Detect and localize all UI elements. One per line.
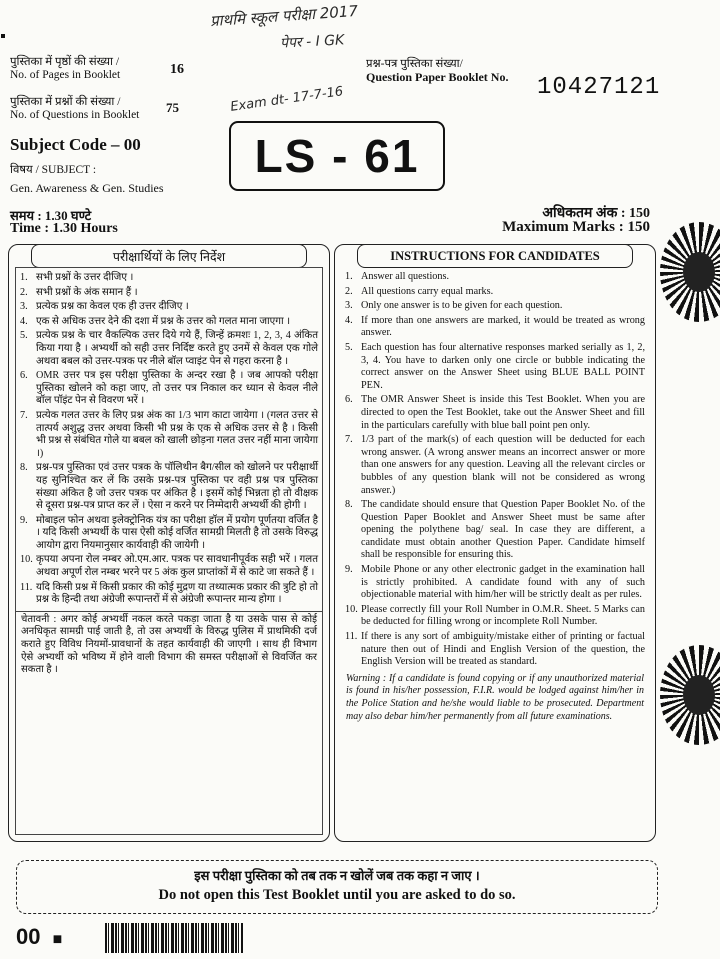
instruction-number: 10. <box>20 554 33 566</box>
paper-code-box <box>229 121 445 191</box>
instruction-text: The OMR Answer Sheet is inside this Test Booklet. When you are directed to open the Test Booklet, take out the Answer Sheet and fill in the particulars carefully with blue ball point pen only. <box>361 394 645 431</box>
instruction-text: 1/3 part of the mark(s) of each question will be deducted for each wrong answer. (A wrong answer means an incorrect answer or more than one answers for any question. Leaving all the relevant circles or bubbles of any question blank will not be considered as wrong answer.) <box>361 434 645 496</box>
questions-value: 75 <box>166 100 179 115</box>
hindi-instruction-item <box>20 330 318 368</box>
instruction-text: सभी प्रश्नों के अंक समान हैं । <box>36 286 138 298</box>
hindi-instructions-list <box>16 268 322 607</box>
series-value: 00 <box>16 924 41 949</box>
hindi-instruction-item <box>20 287 318 300</box>
instruction-text: Each question has four alternative responses marked serially as 1, 2, 3, 4. You have to darken only one circle or bubble indicating the correct answer on the Answer Sheet using BLUE BALL POINT PEN. <box>361 341 645 391</box>
subject-label: विषय / SUBJECT : <box>10 164 97 176</box>
english-warning: Warning : If a candidate is found copying or if any unauthorized material is found in his/her possession, F.I.R. would be lodged against him/her in the Police Station and he/she would liable to be prosecuted. Department may also debar him/her permanently from all future examinations. <box>346 672 644 722</box>
instruction-number: 11. <box>20 581 33 593</box>
english-instruction-item <box>345 300 645 313</box>
notice-hi: इस परीक्षा पुस्तिका को तब तक न खोलें जब तक कहा न जाए । <box>194 868 480 883</box>
english-instruction-item <box>345 315 645 340</box>
instruction-text: सभी प्रश्नों के उत्तर दीजिए । <box>36 272 134 283</box>
binding-disc-bottom <box>660 645 720 745</box>
hindi-warning: चेतावनी : अगर कोई अभ्यर्थी नकल करते पकड़ा जाता है या उसके पास से कोई अनधिकृत सामग्री पाई जाती है, तो उस अभ्यर्थी के विरुद्ध पुलिस में प्राथमिकी दर्ज कराते हुए विविध नियमों-प्रावधानों के तहत कार्यवाही की जाएगी । साथ ही विभाग ऐसे अभ्यर्थी को भविष्य में होने वाली विभाग की समस्त परीक्षाओं से विवर्जित कर सकता है । <box>16 611 322 679</box>
booklet-no-value: 10427121 <box>537 74 661 101</box>
binding-disc-top <box>660 222 720 322</box>
hindi-instructions-panel <box>8 244 330 842</box>
english-instruction-item <box>345 342 645 392</box>
instruction-text: कृपया अपना रोल नम्बर ओ.एम.आर. पत्रक पर सावधानीपूर्वक सही भरें । गलत अथवा अपूर्ण रोल नम्बर भरने पर 5 अंक कुल प्राप्तांकों में से काटे जा सकते हैं । <box>36 554 318 579</box>
instruction-text: प्रत्येक प्रश्न का केवल एक ही उत्तर दीजिए । <box>36 301 189 313</box>
handwritten-exam-date: Exam dt- 17-7-16 <box>229 84 345 115</box>
instruction-number: 11. <box>345 631 358 643</box>
instruction-number: 6. <box>20 370 28 382</box>
booklet-no-label-hi: प्रश्न-पत्र पुस्तिका संख्या/ <box>366 58 463 70</box>
hindi-instruction-item <box>20 301 318 314</box>
instruction-number: 10. <box>345 603 358 615</box>
hindi-panel-title: परीक्षार्थियों के लिए निर्देश <box>31 244 307 268</box>
hindi-panel-body <box>15 267 323 835</box>
instruction-number: 9. <box>20 514 28 526</box>
corner-dot <box>1 34 5 38</box>
hindi-instruction-item <box>20 316 318 329</box>
instruction-text: If more than one answers are marked, it would be treated as wrong answer. <box>361 314 645 339</box>
english-instruction-item <box>345 271 645 284</box>
pages-label-en: No. of Pages in Booklet <box>10 69 121 81</box>
hindi-instruction-item <box>20 410 318 460</box>
instruction-number: 1. <box>20 272 28 283</box>
instruction-number: 3. <box>345 300 353 312</box>
questions-block <box>10 96 170 122</box>
instruction-number: 8. <box>345 499 353 511</box>
english-instruction-item <box>345 394 645 432</box>
instruction-text: यदि किसी प्रश्न में किसी प्रकार की कोई मुद्रण या तथ्यात्मक प्रकार की त्रुटि हो तो प्रश्न के हिन्दी तथा अंग्रेजी रूपान्तरों में से अंग्रेजी रूपान्तर मान्य होगा । <box>36 581 318 606</box>
hindi-instruction-item <box>20 272 318 285</box>
english-instruction-item <box>345 434 645 497</box>
marks-hi: अधिकतम अंक : 150 <box>542 206 650 221</box>
questions-label-hi: पुस्तिका में प्रश्नों की संख्या / <box>10 96 121 108</box>
instruction-text: Please correctly fill your Roll Number in O.M.R. Sheet. 5 Marks can be deducted for filling wrong or incomplete Roll Number. <box>361 603 645 628</box>
instruction-text: OMR उत्तर पत्र इस परीक्षा पुस्तिका के अन्दर रखा है । जब आपको परीक्षा पुस्तिका खोलने को कहा जाए, तो उत्तर पत्र निकाल कर ध्यान से केवल नीले बॉल पॉइंट पेन से विवरण भरें । <box>36 370 318 407</box>
subject-value: Gen. Awareness & Gen. Studies <box>10 181 164 195</box>
english-panel-title: INSTRUCTIONS FOR CANDIDATES <box>357 244 633 268</box>
instruction-number: 3. <box>20 301 28 313</box>
english-instruction-item <box>345 604 645 629</box>
instruction-number: 1. <box>345 271 353 282</box>
instruction-text: प्रश्न-पत्र पुस्तिका एवं उत्तर पत्रक के पॉलिथीन बैग/सील को खोलने पर परीक्षार्थी यह सुनिश्चित कर लें कि उसके प्रश्न-पत्र पुस्तिका पर वही प्रश्न पत्र पुस्तिका संख्या अंकित है जो उत्तर पत्रक पर अंकित है । इसमें कोई भिन्नता हो तो वीक्षक से दूसरा प्रश्न-पत्र प्राप्त कर लें । ऐसा न करने पर निम्मेदारी अभ्यर्थी की होगी । <box>36 462 318 512</box>
instruction-number: 7. <box>345 434 353 446</box>
hindi-instruction-item <box>20 582 318 607</box>
handwritten-note-2: पेपर - I GK <box>279 32 345 52</box>
marks-en: Maximum Marks : 150 <box>502 219 650 235</box>
subject-code: Subject Code – 00 <box>10 135 141 154</box>
paper-code: LS - 61 <box>254 130 420 182</box>
instruction-number: 9. <box>345 564 353 576</box>
instruction-number: 5. <box>345 341 353 353</box>
english-instruction-item <box>345 564 645 602</box>
series-mark: ■ <box>52 931 63 948</box>
english-panel-body <box>341 267 649 835</box>
english-instruction-item <box>345 499 645 562</box>
instruction-text: एक से अधिक उत्तर देने की दशा में प्रश्न के उत्तर को गलत माना जाएगा । <box>36 315 291 327</box>
series-code <box>16 924 62 950</box>
instruction-number: 2. <box>345 285 353 297</box>
instruction-number: 8. <box>20 462 28 474</box>
instruction-text: All questions carry equal marks. <box>361 285 494 297</box>
handwritten-note-1: प्राथमि स्कूल परीक्षा 2017 <box>209 1 359 31</box>
instruction-text: प्रत्येक प्रश्न के चार वैकल्पिक उत्तर दिये गये हैं, जिन्हें क्रमशः 1, 2, 3, 4 अंकित किया गया है । अभ्यर्थी को सही उत्तर निर्दिष्ट करते हुए उनमें से केवल एक गोले अथवा बबल को उत्तर-पत्रक पर नीले बॉल प्वाइंट पेन से गहरा करना है । <box>36 330 318 367</box>
english-instructions-panel <box>334 244 656 842</box>
instruction-text: प्रत्येक गलत उत्तर के लिए प्रश्न अंक का 1/3 भाग काटा जायेगा । (गलत उत्तर से तात्पर्य अशुद्ध उत्तर अथवा किसी भी प्रश्न के एक से अधिक उत्तर से है । किसी भी प्रश्न से संबंधित गोले या बबल को खाली छोड़ना गलत उत्तर नहीं माना जायेगा ।) <box>36 409 318 459</box>
booklet-no-block <box>366 58 546 84</box>
instruction-text: If there is any sort of ambiguity/mistake either of printing or factual nature then out of Hindi and English Version of the question, the English Version will be treated as standard. <box>361 631 645 668</box>
instruction-text: Answer all questions. <box>361 271 449 282</box>
instruction-number: 6. <box>345 394 353 406</box>
hindi-instruction-item <box>20 515 318 553</box>
time-hi: समय : 1.30 घण्टे <box>10 208 92 223</box>
instruction-text: The candidate should ensure that Question Paper Booklet No. of the Question Paper Booklet and Answer Sheet must be same after opening the polythene bag/ seal. In case they are different, a candidate must obtain another Question Paper. Candidate himself shall be responsible for ensuring this. <box>361 499 645 561</box>
hindi-instruction-item <box>20 462 318 512</box>
pages-value: 16 <box>170 62 184 77</box>
instruction-text: Mobile Phone or any other electronic gadget in the examination hall is strictly prohibited. A candidate found with any of such objectionable material with him/her will be strictly dealt as per rules. <box>361 564 645 601</box>
hindi-instruction-item <box>20 554 318 579</box>
do-not-open-notice <box>16 860 658 914</box>
english-instruction-item <box>345 286 645 299</box>
instruction-number: 7. <box>20 409 28 421</box>
english-instruction-item <box>345 631 645 669</box>
questions-label-en: No. of Questions in Booklet <box>10 109 140 121</box>
time-en: Time : 1.30 Hours <box>10 221 118 236</box>
instruction-text: मोबाइल फोन अथवा इलेक्ट्रोनिक यंत्र का परीक्षा हॉल में प्रयोग पूर्णतया वर्जित है । यदि किसी अभ्यर्थी के पास ऐसी कोई वर्जित सामग्री मिलती है तो उसके विरुद्ध आयोग द्वारा नियमानुसार कार्यवाही की जायेगी । <box>36 514 318 551</box>
pages-label-hi: पुस्तिका में पृष्ठों की संख्या / <box>10 56 120 68</box>
booklet-no-label-en: Question Paper Booklet No. <box>366 70 509 84</box>
instruction-number: 4. <box>345 314 353 326</box>
pages-block <box>10 56 160 82</box>
instruction-text: Only one answer is to be given for each question. <box>361 300 563 312</box>
instruction-number: 2. <box>20 286 28 298</box>
barcode <box>105 923 243 953</box>
notice-en: Do not open this Test Booklet until you are asked to do so. <box>158 887 516 903</box>
english-instructions-list <box>341 267 649 669</box>
instruction-number: 4. <box>20 315 28 327</box>
hindi-instruction-item <box>20 370 318 408</box>
instruction-number: 5. <box>20 330 28 342</box>
